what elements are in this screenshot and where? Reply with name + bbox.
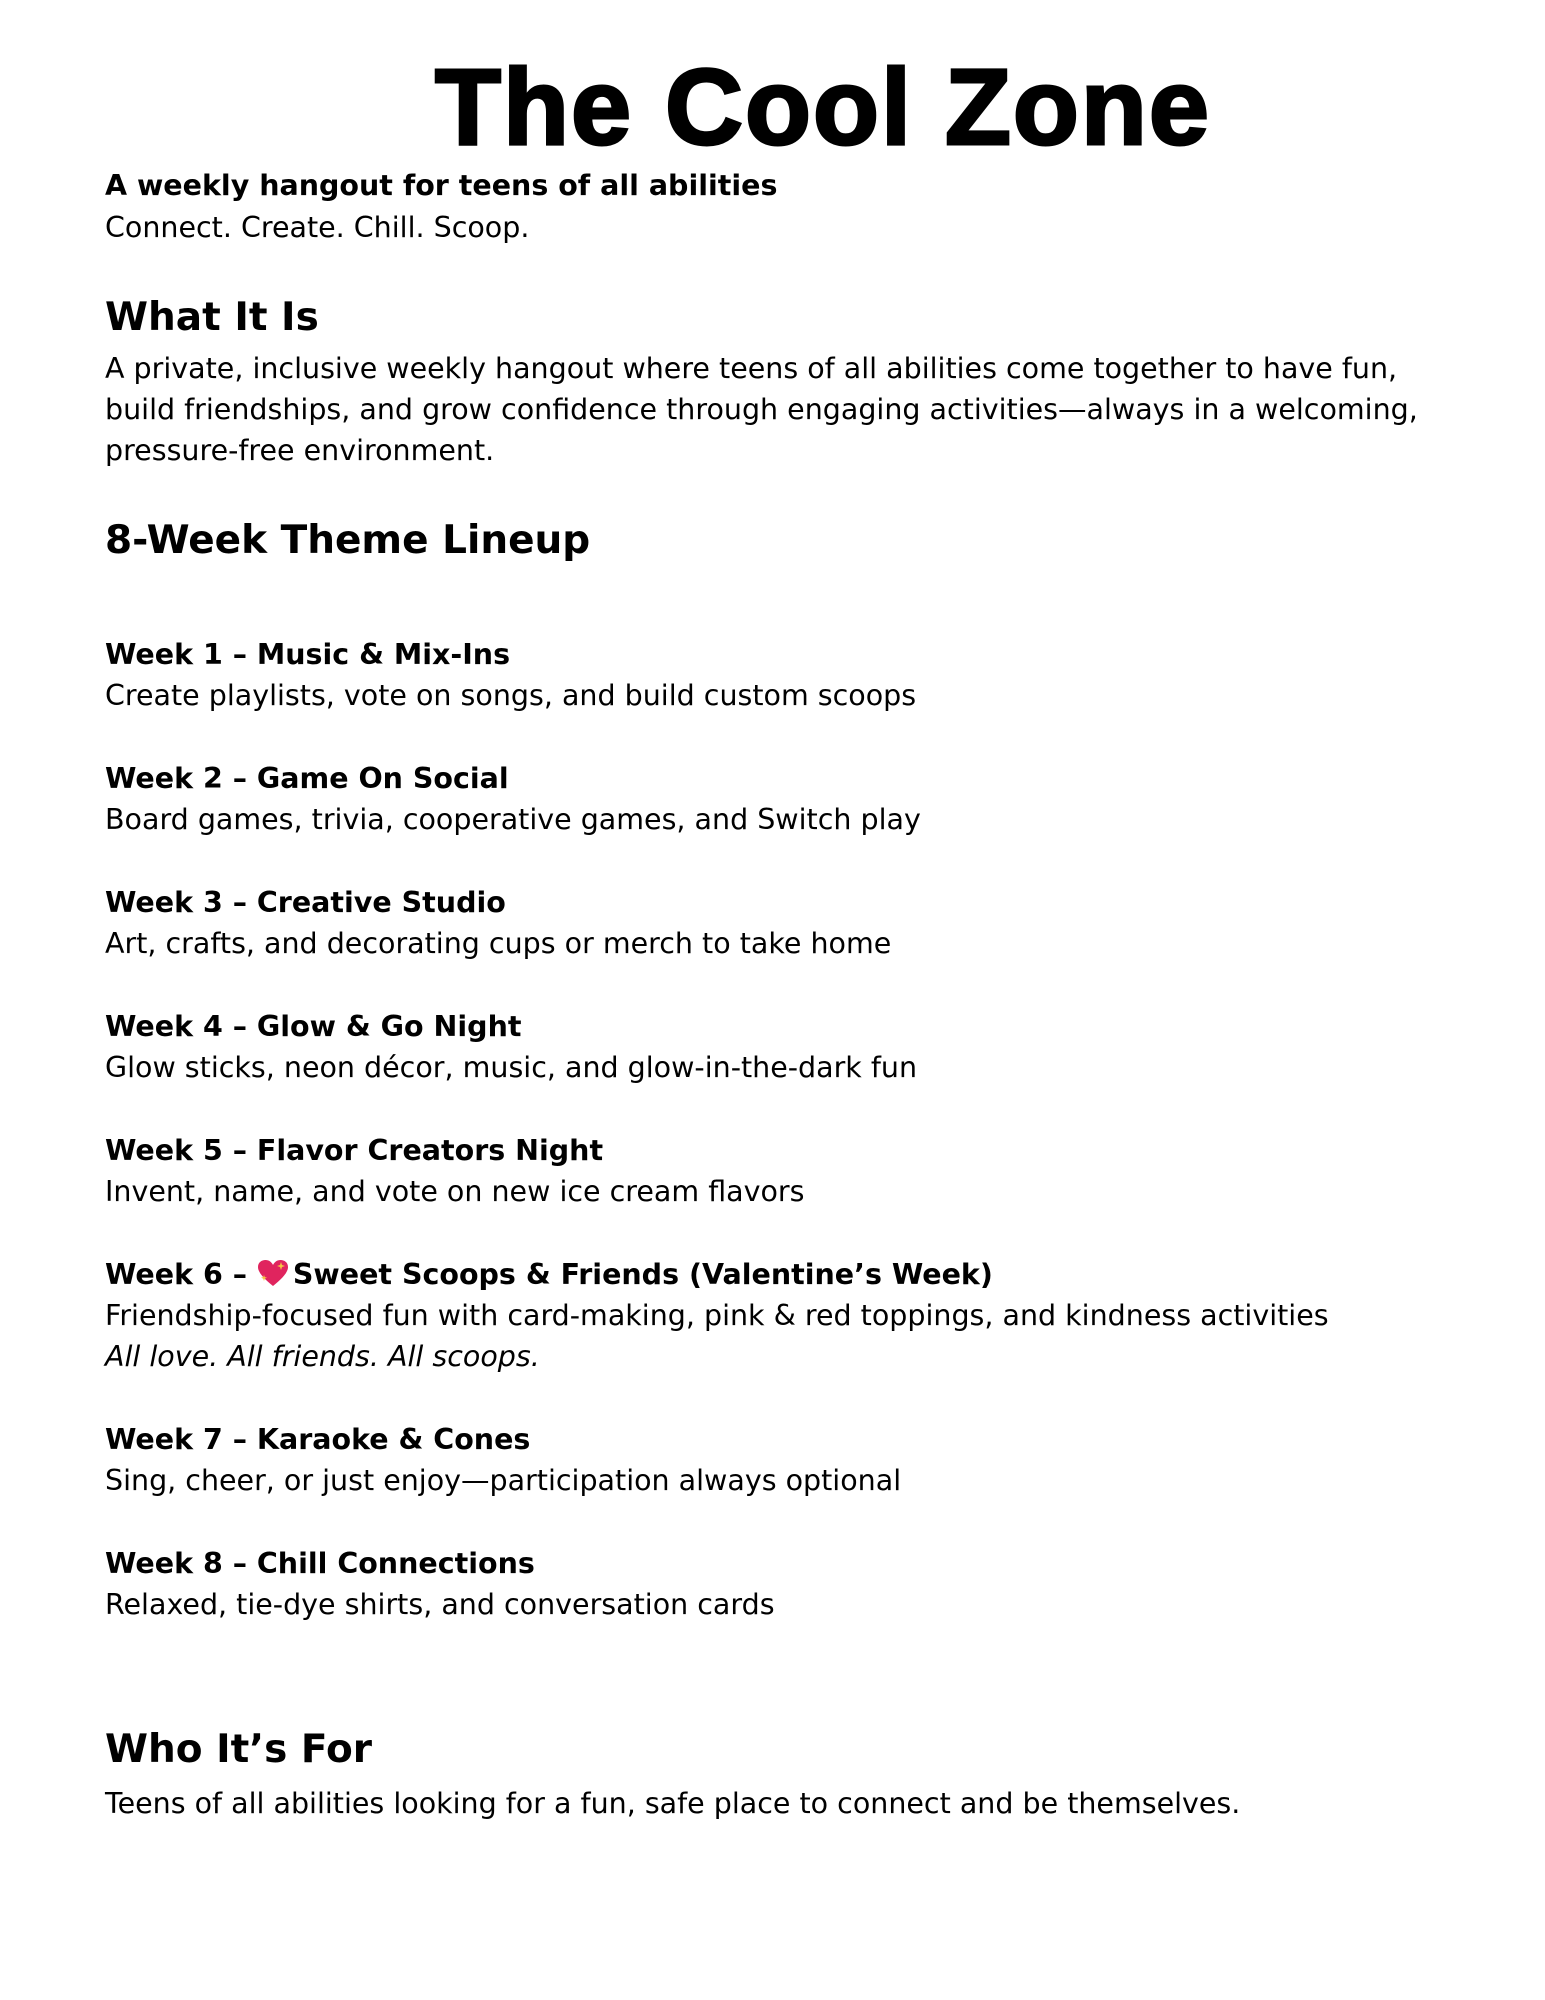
week-4-description: Glow sticks, neon décor, music, and glow-in-the-dark fun: [105, 1051, 918, 1084]
week-2-description: Board games, trivia, cooperative games, and Switch play: [105, 803, 921, 836]
week-8-title: Week 8 – Chill Connections: [105, 1547, 535, 1580]
week-1-description: Create playlists, vote on songs, and build custom scoops: [105, 679, 917, 712]
what-it-is-body: A private, inclusive weekly hangout where teens of all abilities come together to have fun, build friendships, and grow confidence through engaging activities—always in a welcoming, pressure-free environment.: [105, 352, 1418, 467]
what-it-is-heading: What It Is: [105, 295, 319, 340]
page-title: The Cool Zone: [435, 46, 1211, 167]
who-its-for-heading: Who It’s For: [105, 1727, 373, 1772]
week-3-title: Week 3 – Creative Studio: [105, 886, 506, 919]
who-its-for-body: Teens of all abilities looking for a fun, safe place to connect and be themselves.: [105, 1787, 1241, 1820]
week-1-title: Week 1 – Music & Mix-Ins: [105, 638, 511, 671]
week-4-title: Week 4 – Glow & Go Night: [105, 1010, 522, 1043]
week-6-title: [105, 1254, 1485, 1295]
week-5-description: Invent, name, and vote on new ice cream flavors: [105, 1175, 805, 1208]
week-2-title: Week 2 – Game On Social: [105, 762, 509, 795]
week-6-title-prefix: Week 6 –: [105, 1258, 257, 1291]
week-6-title-rest: Sweet Scoops & Friends (Valentine’s Week): [292, 1258, 993, 1291]
week-3-description: Art, crafts, and decorating cups or merch to take home: [105, 927, 892, 960]
week-7-description: Sing, cheer, or just enjoy—participation always optional: [105, 1464, 902, 1497]
week-6-description: Friendship-focused fun with card-making, pink & red toppings, and kindness activities: [105, 1299, 1329, 1332]
motto: Connect. Create. Chill. Scoop.: [105, 211, 530, 244]
tagline: A weekly hangout for teens of all abilities: [105, 169, 778, 202]
week-7-title: Week 7 – Karaoke & Cones: [105, 1423, 531, 1456]
week-5-title: Week 5 – Flavor Creators Night: [105, 1134, 604, 1167]
sparkling-heart-icon: [257, 1259, 289, 1287]
week-6-note: All love. All friends. All scoops.: [105, 1340, 540, 1373]
lineup-heading: 8-Week Theme Lineup: [105, 518, 591, 563]
week-8-description: Relaxed, tie-dye shirts, and conversation cards: [105, 1588, 775, 1621]
